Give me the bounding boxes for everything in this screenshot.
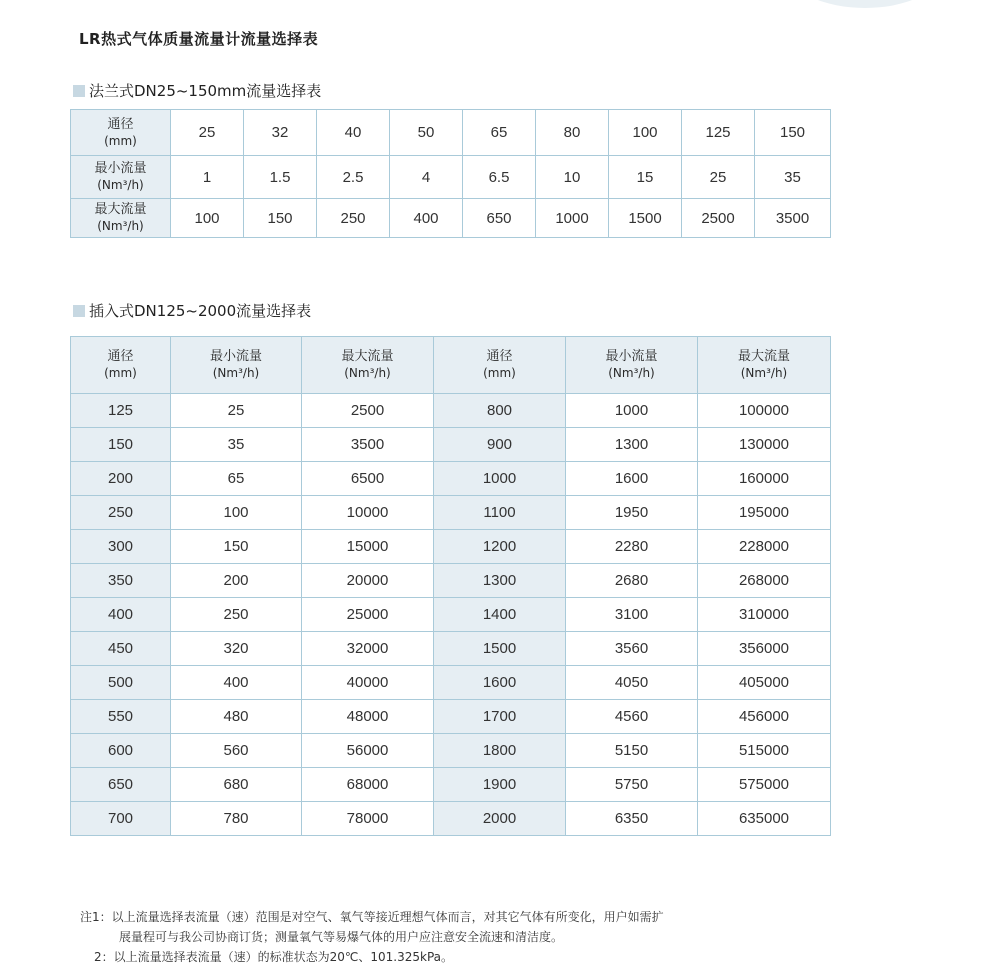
table-cell: 320: [171, 632, 302, 666]
section-marker-icon: [73, 305, 85, 317]
row-header-unit: (Nm³/h): [97, 178, 144, 192]
column-header-unit: (Nm³/h): [344, 366, 391, 380]
table-cell: 450: [71, 632, 171, 666]
table-cell: 310000: [698, 598, 831, 632]
column-header-label: 最小流量: [209, 349, 262, 364]
table-cell: 1900: [434, 768, 566, 802]
table-row: [71, 700, 831, 734]
table-cell: 4560: [566, 700, 698, 734]
table-cell: 6500: [302, 462, 434, 496]
column-header-unit: (Nm³/h): [212, 366, 260, 380]
table-cell: 160000: [698, 462, 831, 496]
table-cell: 25: [171, 110, 244, 156]
table-cell: 56000: [302, 734, 434, 768]
table-cell: 405000: [698, 666, 831, 700]
table-cell: 100000: [698, 394, 831, 428]
table-cell: 250: [71, 496, 171, 530]
row-header-label: 通径: [107, 116, 134, 132]
column-header-unit: (mm): [104, 366, 137, 380]
row-header-unit: (mm): [104, 133, 137, 148]
table-cell: 1500: [609, 199, 682, 238]
table-cell: 20000: [302, 564, 434, 598]
column-header: [434, 337, 566, 394]
table-cell: 1600: [434, 666, 566, 700]
table-cell: 4050: [566, 666, 698, 700]
table-cell: 2280: [566, 530, 698, 564]
table-row: [71, 110, 831, 156]
table-cell: 700: [71, 802, 171, 836]
table-row: [71, 632, 831, 666]
table-row: [71, 394, 831, 428]
table-cell: 80: [536, 110, 609, 156]
insert-table-heading: [73, 300, 311, 321]
table-cell: 150: [171, 530, 302, 564]
column-header-label: 最小流量: [605, 349, 658, 364]
table-cell: 400: [390, 199, 463, 238]
table-cell: 1300: [566, 428, 698, 462]
column-header-label: 最大流量: [341, 349, 394, 364]
table-cell: 40000: [302, 666, 434, 700]
table-cell: 250: [317, 199, 390, 238]
column-header: [171, 337, 302, 394]
table-cell: 1000: [566, 394, 698, 428]
table-cell: 200: [171, 564, 302, 598]
table-cell: 1.5: [244, 156, 317, 199]
table-cell: 500: [71, 666, 171, 700]
table-cell: 400: [71, 598, 171, 632]
table-cell: 650: [463, 199, 536, 238]
table-cell: 15000: [302, 530, 434, 564]
note-2: 2：以上流量选择表流量（速）的标准状态为20℃、101.325kPa。: [94, 950, 454, 964]
table-cell: 800: [434, 394, 566, 428]
table-cell: 5150: [566, 734, 698, 768]
table-cell: 1200: [434, 530, 566, 564]
table-cell: 150: [244, 199, 317, 238]
table-cell: 3560: [566, 632, 698, 666]
row-header: [71, 110, 171, 156]
table-cell: 65: [171, 462, 302, 496]
table-cell: 2000: [434, 802, 566, 836]
table-row: [71, 564, 831, 598]
table-cell: 250: [171, 598, 302, 632]
table-cell: 1000: [536, 199, 609, 238]
column-header-unit: (Nm³/h): [608, 366, 655, 380]
table-cell: 10000: [302, 496, 434, 530]
table-row: [71, 734, 831, 768]
table-cell: 1500: [434, 632, 566, 666]
table-cell: 65: [463, 110, 536, 156]
table-cell: 2680: [566, 564, 698, 598]
table-cell: 40: [317, 110, 390, 156]
table-cell: 1400: [434, 598, 566, 632]
table-cell: 6350: [566, 802, 698, 836]
table-header-row: [71, 337, 831, 394]
table-cell: 4: [390, 156, 463, 199]
table-cell: 35: [171, 428, 302, 462]
table-cell: 25: [171, 394, 302, 428]
table-cell: 1950: [566, 496, 698, 530]
flange-flow-table: [70, 109, 831, 238]
table-cell: 50: [390, 110, 463, 156]
table-cell: 1800: [434, 734, 566, 768]
table-cell: 1: [171, 156, 244, 199]
flange-table-heading-text: 法兰式DN25~150mm流量选择表: [89, 82, 322, 100]
table-cell: 100: [171, 496, 302, 530]
table-cell: 150: [755, 110, 831, 156]
insert-flow-table: [70, 336, 831, 836]
table-row: [71, 156, 831, 199]
table-cell: 550: [71, 700, 171, 734]
table-cell: 48000: [302, 700, 434, 734]
table-cell: 635000: [698, 802, 831, 836]
table-cell: 1100: [434, 496, 566, 530]
table-cell: 350: [71, 564, 171, 598]
table-cell: 680: [171, 768, 302, 802]
table-row: [71, 462, 831, 496]
table-cell: 1700: [434, 700, 566, 734]
table-cell: 300: [71, 530, 171, 564]
table-cell: 15: [609, 156, 682, 199]
table-cell: 400: [171, 666, 302, 700]
corner-decoration: [790, 0, 940, 8]
table-cell: 5750: [566, 768, 698, 802]
table-cell: 3500: [302, 428, 434, 462]
table-row: [71, 530, 831, 564]
column-header: [698, 337, 831, 394]
column-header-label: 通径: [486, 349, 513, 364]
table-cell: 575000: [698, 768, 831, 802]
table-cell: 515000: [698, 734, 831, 768]
table-cell: 356000: [698, 632, 831, 666]
table-cell: 32000: [302, 632, 434, 666]
column-header-unit: (Nm³/h): [740, 366, 788, 380]
table-cell: 200: [71, 462, 171, 496]
row-header: [71, 199, 171, 238]
table-cell: 456000: [698, 700, 831, 734]
table-cell: 480: [171, 700, 302, 734]
table-cell: 195000: [698, 496, 831, 530]
table-cell: 1000: [434, 462, 566, 496]
table-cell: 560: [171, 734, 302, 768]
table-row: [71, 768, 831, 802]
table-row: [71, 802, 831, 836]
row-header-label: 最大流量: [94, 202, 147, 217]
flange-table-heading: [73, 80, 321, 101]
table-row: [71, 428, 831, 462]
note-1-line-2: 展量程可与我公司协商订货；测量氧气等易爆气体的用户应注意安全流速和清洁度。: [119, 930, 564, 944]
column-header-label: 通径: [107, 349, 134, 364]
table-cell: 2500: [302, 394, 434, 428]
table-cell: 130000: [698, 428, 831, 462]
table-cell: 6.5: [463, 156, 536, 199]
note-1-line-1: 注1：以上流量选择表流量（速）范围是对空气、氧气等接近理想气体而言，对其它气体有所变化，用户如需扩: [80, 910, 664, 924]
table-cell: 1600: [566, 462, 698, 496]
table-cell: 780: [171, 802, 302, 836]
table-row: [71, 496, 831, 530]
row-header-unit: (Nm³/h): [97, 219, 144, 233]
table-cell: 900: [434, 428, 566, 462]
column-header: [71, 337, 171, 394]
table-cell: 3100: [566, 598, 698, 632]
notes: [80, 907, 780, 967]
column-header: [302, 337, 434, 394]
table-cell: 25: [682, 156, 755, 199]
column-header-unit: (mm): [483, 366, 516, 380]
table-cell: 100: [609, 110, 682, 156]
table-cell: 68000: [302, 768, 434, 802]
table-cell: 78000: [302, 802, 434, 836]
table-cell: 150: [71, 428, 171, 462]
table-row: [71, 666, 831, 700]
insert-table-heading-text: 插入式DN125~2000流量选择表: [89, 302, 312, 320]
table-cell: 228000: [698, 530, 831, 564]
row-header-label: 最小流量: [94, 161, 147, 176]
table-cell: 125: [71, 394, 171, 428]
table-cell: 2.5: [317, 156, 390, 199]
table-cell: 25000: [302, 598, 434, 632]
section-marker-icon: [73, 85, 85, 97]
table-row: [71, 199, 831, 238]
table-cell: 3500: [755, 199, 831, 238]
table-cell: 650: [71, 768, 171, 802]
row-header: [71, 156, 171, 199]
table-cell: 600: [71, 734, 171, 768]
table-cell: 1300: [434, 564, 566, 598]
table-cell: 32: [244, 110, 317, 156]
table-cell: 125: [682, 110, 755, 156]
table-cell: 100: [171, 199, 244, 238]
column-header-label: 最大流量: [737, 349, 790, 364]
table-row: [71, 598, 831, 632]
table-cell: 10: [536, 156, 609, 199]
table-cell: 2500: [682, 199, 755, 238]
table-cell: 268000: [698, 564, 831, 598]
column-header: [566, 337, 698, 394]
table-cell: 35: [755, 156, 831, 199]
document-title: LR热式气体质量流量计流量选择表: [79, 30, 319, 48]
